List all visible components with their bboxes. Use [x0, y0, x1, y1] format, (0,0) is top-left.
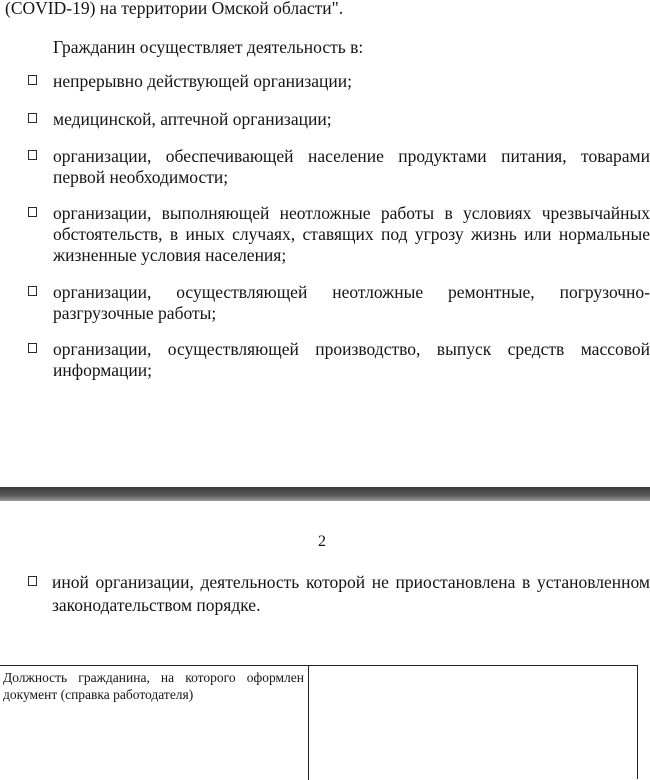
option-label: организации, осуществляющей неотложные ремонтные, погрузочно-разгрузочные работы; — [53, 282, 650, 323]
checkbox-icon[interactable] — [28, 207, 37, 217]
option-emergency-works-organization[interactable] — [28, 203, 650, 266]
page-number: 2 — [318, 533, 326, 550]
option-label: организации, осуществляющей производство, выпуск средств массовой информации; — [53, 339, 650, 380]
intro-text: Гражданин осуществляет деятельность в: — [53, 37, 364, 57]
option-repair-works-organization[interactable] — [28, 282, 650, 324]
checkbox-icon[interactable] — [28, 286, 37, 296]
checkbox-icon[interactable] — [28, 75, 37, 85]
option-continuous-organization[interactable] — [28, 71, 650, 92]
checkbox-icon[interactable] — [28, 343, 37, 353]
option-label: медицинской, аптечной организации; — [53, 109, 332, 129]
option-medical-organization[interactable] — [28, 109, 650, 130]
option-label: иной организации, деятельность которой не приостановлена в установленном законодательством порядке. — [52, 572, 650, 615]
checkbox-icon[interactable] — [28, 113, 37, 123]
option-label: организации, выполняющей неотложные работы в условиях чрезвычайных обстоятельств, в иных случаях, ставящих под угрозу жизнь или нормальные жизненные условия населения; — [53, 203, 650, 265]
page-divider — [0, 487, 650, 501]
option-label: организации, обеспечивающей население продуктами питания, товарами первой необходимости; — [53, 146, 650, 187]
position-value-cell[interactable] — [309, 666, 637, 780]
option-label: непрерывно действующей организации; — [53, 71, 353, 91]
heading-tail: (COVID-19) на территории Омской области". — [5, 0, 344, 18]
option-food-supply-organization[interactable] — [28, 146, 650, 188]
position-table — [0, 665, 638, 779]
option-other-organization[interactable] — [28, 571, 650, 617]
checkbox-icon[interactable] — [28, 150, 37, 160]
position-label-cell: Должность гражданина, на которого оформлен документ (справка работодателя) — [0, 666, 309, 780]
document-page-2 — [0, 501, 650, 779]
checkbox-icon[interactable] — [28, 576, 37, 586]
option-mass-media-organization[interactable] — [28, 339, 650, 381]
